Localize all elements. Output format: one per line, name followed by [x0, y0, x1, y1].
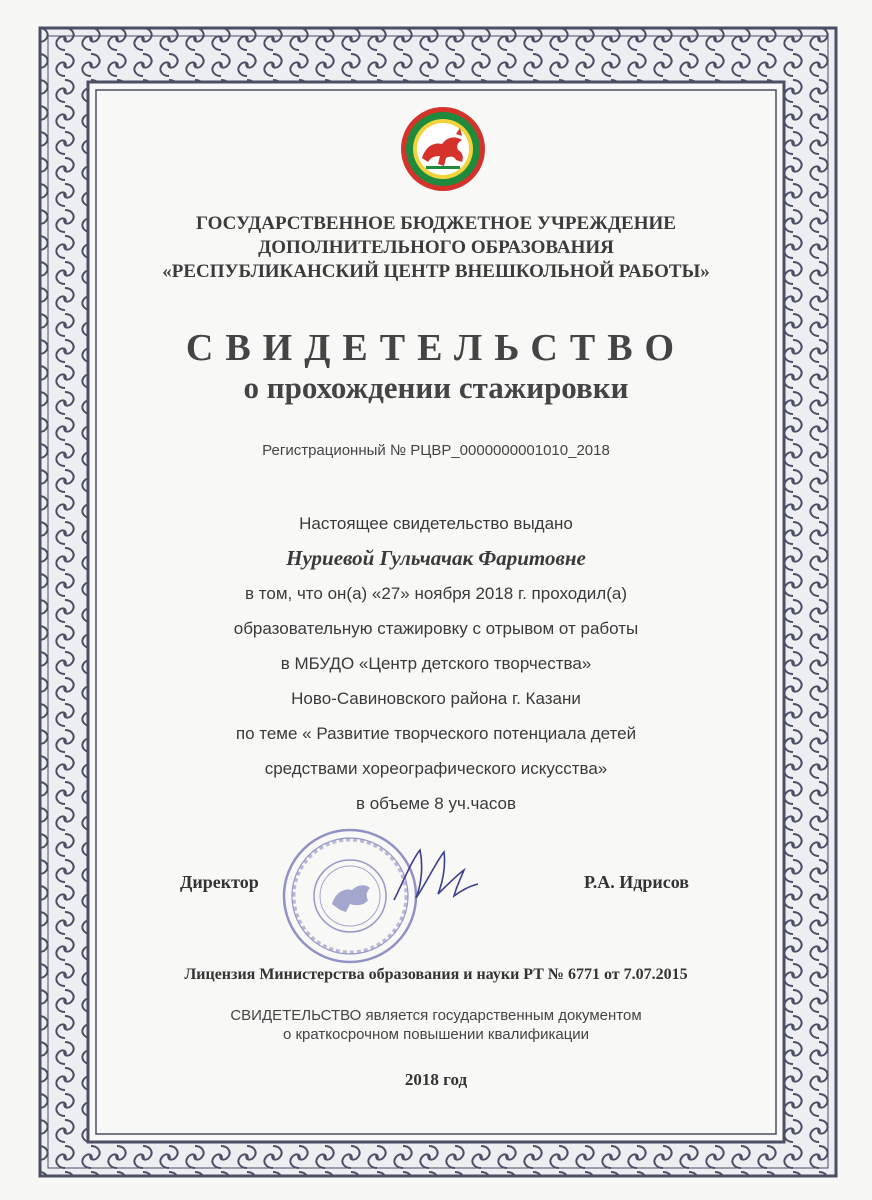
- note-line-1: СВИДЕТЕЛЬСТВО является государственным документом: [230, 1007, 642, 1024]
- recipient-name: Нуриевой Гульчачак Фаритовне: [286, 546, 586, 570]
- body-line-5: по теме « Развитие творческого потенциала детей: [235, 724, 637, 743]
- certificate-subtitle: о прохождении стажировки: [243, 370, 629, 405]
- issued-text: Настоящее свидетельство выдано: [299, 514, 573, 533]
- certificate-note: [0, 1006, 872, 1044]
- body-line-7: в объеме 8 уч.часов: [355, 794, 517, 813]
- organization-line-1: ГОСУДАРСТВЕННОЕ БЮДЖЕТНОЕ УЧРЕЖДЕНИЕ: [196, 213, 676, 234]
- tatarstan-emblem-icon: [400, 106, 486, 192]
- signatory-role: Директор: [180, 872, 259, 892]
- body-line-3: в МБУДО «Центр детского творчества»: [280, 654, 592, 673]
- director-signature-icon: [390, 840, 480, 910]
- registration-number: Регистрационный № РЦВР_0000000001010_2018: [262, 442, 610, 459]
- body-line-6: средствами хореографического искусства»: [264, 759, 608, 778]
- certificate-title: СВИДЕТЕЛЬСТВО: [185, 327, 687, 369]
- signatory-name: Р.А. Идрисов: [584, 872, 689, 892]
- organization-line-2: ДОПОЛНИТЕЛЬНОГО ОБРАЗОВАНИЯ: [258, 237, 614, 258]
- certificate-body: [0, 506, 872, 821]
- body-line-2: образовательную стажировку с отрывом от работы: [233, 619, 639, 638]
- note-line-2: о краткосрочном повышении квалификации: [282, 1026, 590, 1043]
- certificate-year: 2018 год: [404, 1070, 468, 1089]
- license-info: Лицензия Министерства образования и науки РТ № 6771 от 7.07.2015: [184, 966, 688, 983]
- organization-name: [0, 212, 872, 284]
- body-line-4: Ново-Савиновского района г. Казани: [291, 689, 581, 708]
- organization-line-3: «РЕСПУБЛИКАНСКИЙ ЦЕНТР ВНЕШКОЛЬНОЙ РАБОТЫ»: [162, 261, 710, 282]
- body-line-1: в том, что он(а) «27» ноября 2018 г. проходил(а): [245, 584, 627, 603]
